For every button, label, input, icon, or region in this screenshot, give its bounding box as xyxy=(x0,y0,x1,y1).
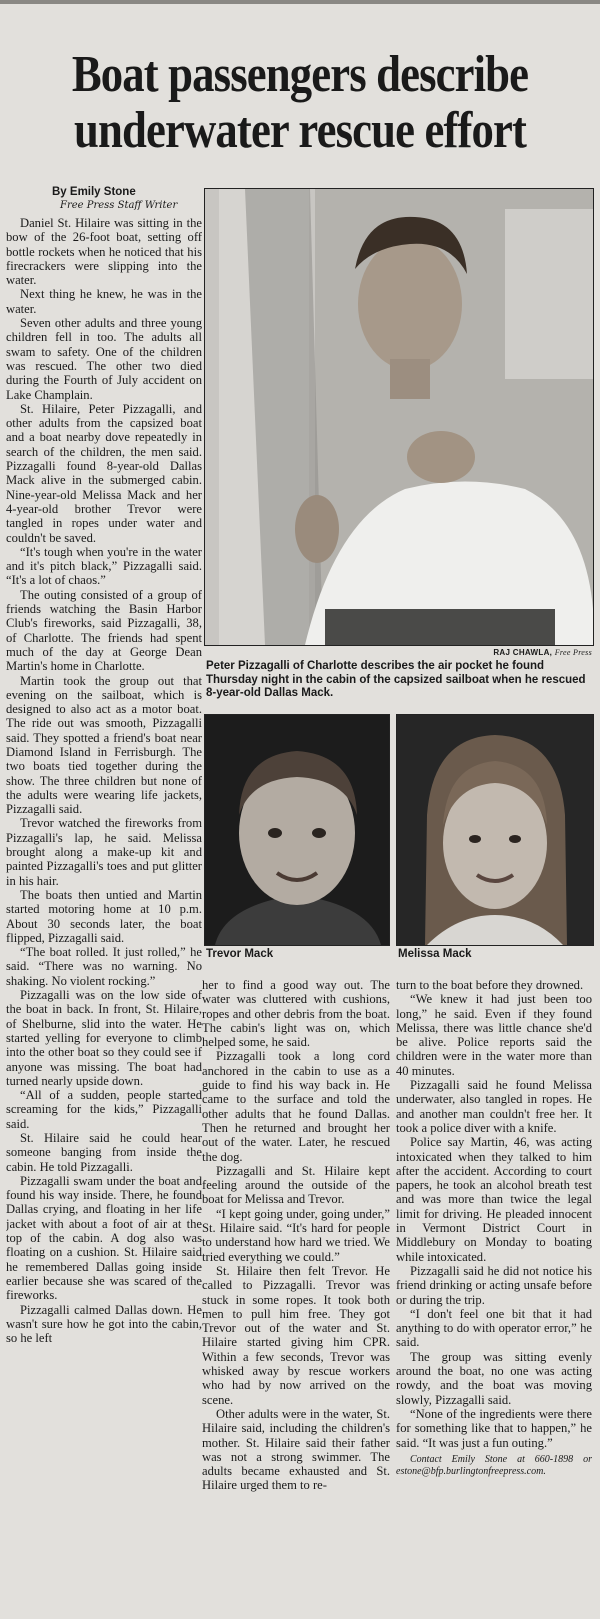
page-top-rule xyxy=(0,0,600,4)
photo-melissa-mack-illustration xyxy=(397,715,593,945)
article-column-1 xyxy=(6,216,202,1616)
paragraph: St. Hilaire said he could hear someone banging from inside the cabin. He told Pizzagalli. xyxy=(6,1131,202,1174)
paragraph: Other adults were in the water, St. Hilaire said, including the children's mother. St. Hilaire said their father was not a strong swimmer. The adults became exhausted and St. Hilaire urged them to re- xyxy=(202,1406,390,1493)
paragraph: Martin took the group out that evening on the sailboat, which is designed to also act as a motor boat. The ride out was smooth, Pizzagalli said. They spotted a friend's boat near Diamond Island in Ferrisburgh. The two boats tied together during the show. The three children but none of the adults were wearing life jackets, Pizzagalli said. xyxy=(6,673,202,817)
paragraph: “I don't feel one bit that it had anything to do with operator error,” he said. xyxy=(396,1306,592,1350)
paragraph: Daniel St. Hilaire was sitting in the bow of the 26-foot boat, setting off bottle rockets when he noticed that his firecrackers were slipping into the water. xyxy=(6,216,202,288)
paragraph: Pizzagalli was on the low side of the boat in back. In front, St. Hilaire, of Shelburne, slid into the water. He started yelling for everyone to climb into the other boat so they could see if anyone was missing. The boat had turned nearly upside down. xyxy=(6,988,202,1088)
paragraph: Pizzagalli said he found Melissa underwater, also tangled in ropes. He and another man couldn't free her. It took a police diver with a knife. xyxy=(396,1078,592,1135)
paragraph: Pizzagalli calmed Dallas down. He wasn't sure how he got into the cabin, so he left xyxy=(6,1302,202,1346)
contact-line: Contact Emily Stone at 660-1898 or estone@bfp.burlingtonfreepress.com. xyxy=(396,1453,592,1477)
photo-credit xyxy=(420,648,592,657)
paragraph: her to find a good way out. The water was cluttered with cushions, ropes and other debris from the boat. The cabin's light was on, which helped some, he said. xyxy=(202,978,390,1050)
paragraph: “It's tough when you're in the water and it's pitch black,” Pizzagalli said. “It's a lot of chaos.” xyxy=(6,544,202,588)
paragraph: Seven other adults and three young children fell in too. The adults all swam to safety. One of the children was rescued. The other two died during the Fourth of July accident on Lake Champlain. xyxy=(6,316,202,402)
paragraph: Pizzagalli and St. Hilaire kept feeling around the outside of the boat for Melissa and Trevor. xyxy=(202,1163,390,1207)
byline-title: Free Press Staff Writer xyxy=(60,200,178,211)
article-column-2 xyxy=(202,978,390,1618)
paragraph: Pizzagalli swam under the boat and found his way inside. There, he found Dallas crying, and floating in her life jacket with about a foot of air at the top of the cabin. A dog also was floating on a cushion. St. Hilaire said he remembered Dallas going inside earlier because she was scared of the fireworks. xyxy=(6,1173,202,1303)
main-photo-caption: Peter Pizzagalli of Charlotte describes the air pocket he found Thursday night in the cabin of the capsized sailboat when he rescued 8-year-old Dallas Mack. xyxy=(206,660,586,699)
paragraph: Pizzagalli said he did not notice his friend drinking or acting unsafe before or during the trip. xyxy=(396,1263,592,1307)
article-column-3 xyxy=(396,978,592,1618)
paragraph: Police say Martin, 46, was acting intoxicated when they talked to him after the accident. According to court papers, he took an alcohol breath test and was more than twice the legal limit for driving. He pleaded innocent in Vermont District Court in Middlebury on Monday to boating while intoxicated. xyxy=(396,1135,592,1264)
paragraph: The group was sitting evenly around the boat, no one was acting rowdy, and the boat was moving slowly, Pizzagalli said. xyxy=(396,1349,592,1407)
paragraph: Pizzagalli took a long cord anchored in the cabin to use as a guide to find his way back in. He came to the surface and told the other adults that he found Dallas. Then he returned and brought her out of the water. Later, he rescued the dog. xyxy=(202,1049,390,1164)
paragraph: “We knew it had just been too long,” he said. Even if they found Melissa, there was little chance she'd be alive. Police reports said the children were in the water more than 40 minutes. xyxy=(396,992,592,1078)
paragraph: turn to the boat before they drowned. xyxy=(396,978,584,992)
paragraph: Trevor watched the fireworks from Pizzagalli's lap, he said. Melissa brought along a make-up kit and painted Pizzagalli's toes and put glitter in his hair. xyxy=(6,816,202,888)
photo-credit-outlet: Free Press xyxy=(554,648,592,657)
paragraph: The boats then untied and Martin started motoring home at 10 p.m. About 30 seconds later, the boat flipped, Pizzagalli said. xyxy=(6,887,202,945)
photo-peter-pizzagalli-illustration xyxy=(205,189,593,645)
caption-melissa-mack: Melissa Mack xyxy=(398,948,472,960)
paragraph: “I kept going under, going under,” St. Hilaire said. “It's hard for people to understand how hard we tried. We tried everything we could.” xyxy=(202,1206,390,1264)
byline: By Emily Stone xyxy=(52,186,136,198)
paragraph: The outing consisted of a group of friends watching the Basin Harbor Club's fireworks, said Pizzagalli, 38, of Charlotte. The friends had spent much of the day at George Dean Martin's home in Charlotte. xyxy=(6,587,202,674)
paragraph: “All of a sudden, people started screaming for the kids,” Pizzagalli said. xyxy=(6,1088,202,1131)
photo-trevor-mack-illustration xyxy=(205,715,389,945)
paragraph: St. Hilaire, Peter Pizzagalli, and other adults from the capsized boat and a boat nearby dove repeatedly in search of the children, the men said. Pizzagalli found 8-year-old Dallas Mack alive in the submerged cabin. Nine-year-old Melissa Mack and her 4-year-old brother Trevor were tangled in ropes under water and couldn't be saved. xyxy=(6,401,202,545)
headline: Boat passengers describe underwater rescue effort xyxy=(71,45,529,159)
caption-trevor-mack: Trevor Mack xyxy=(206,948,274,960)
paragraph: “None of the ingredients were there for something like that to happen,” he said. “It was just a fun outing.” xyxy=(396,1406,592,1450)
paragraph: “The boat rolled. It just rolled,” he said. “There was no warning. No shaking. No violent rocking.” xyxy=(6,945,202,988)
photo-credit-name: RAJ CHAWLA, xyxy=(493,648,553,657)
contact-info xyxy=(396,1454,592,1478)
paragraph: Next thing he knew, he was in the water. xyxy=(6,287,202,316)
photo-trevor-mack xyxy=(204,714,390,946)
photo-melissa-mack xyxy=(396,714,594,946)
paragraph: St. Hilaire then felt Trevor. He called to Pizzagalli. Trevor was stuck in some ropes. It took both men to pull him free. They got Trevor out of the water and St. Hilaire started giving him CPR. Within a few seconds, Trevor was whisked away by rescue workers who had by now arrived on the scene. xyxy=(202,1263,390,1407)
photo-peter-pizzagalli xyxy=(204,188,594,646)
